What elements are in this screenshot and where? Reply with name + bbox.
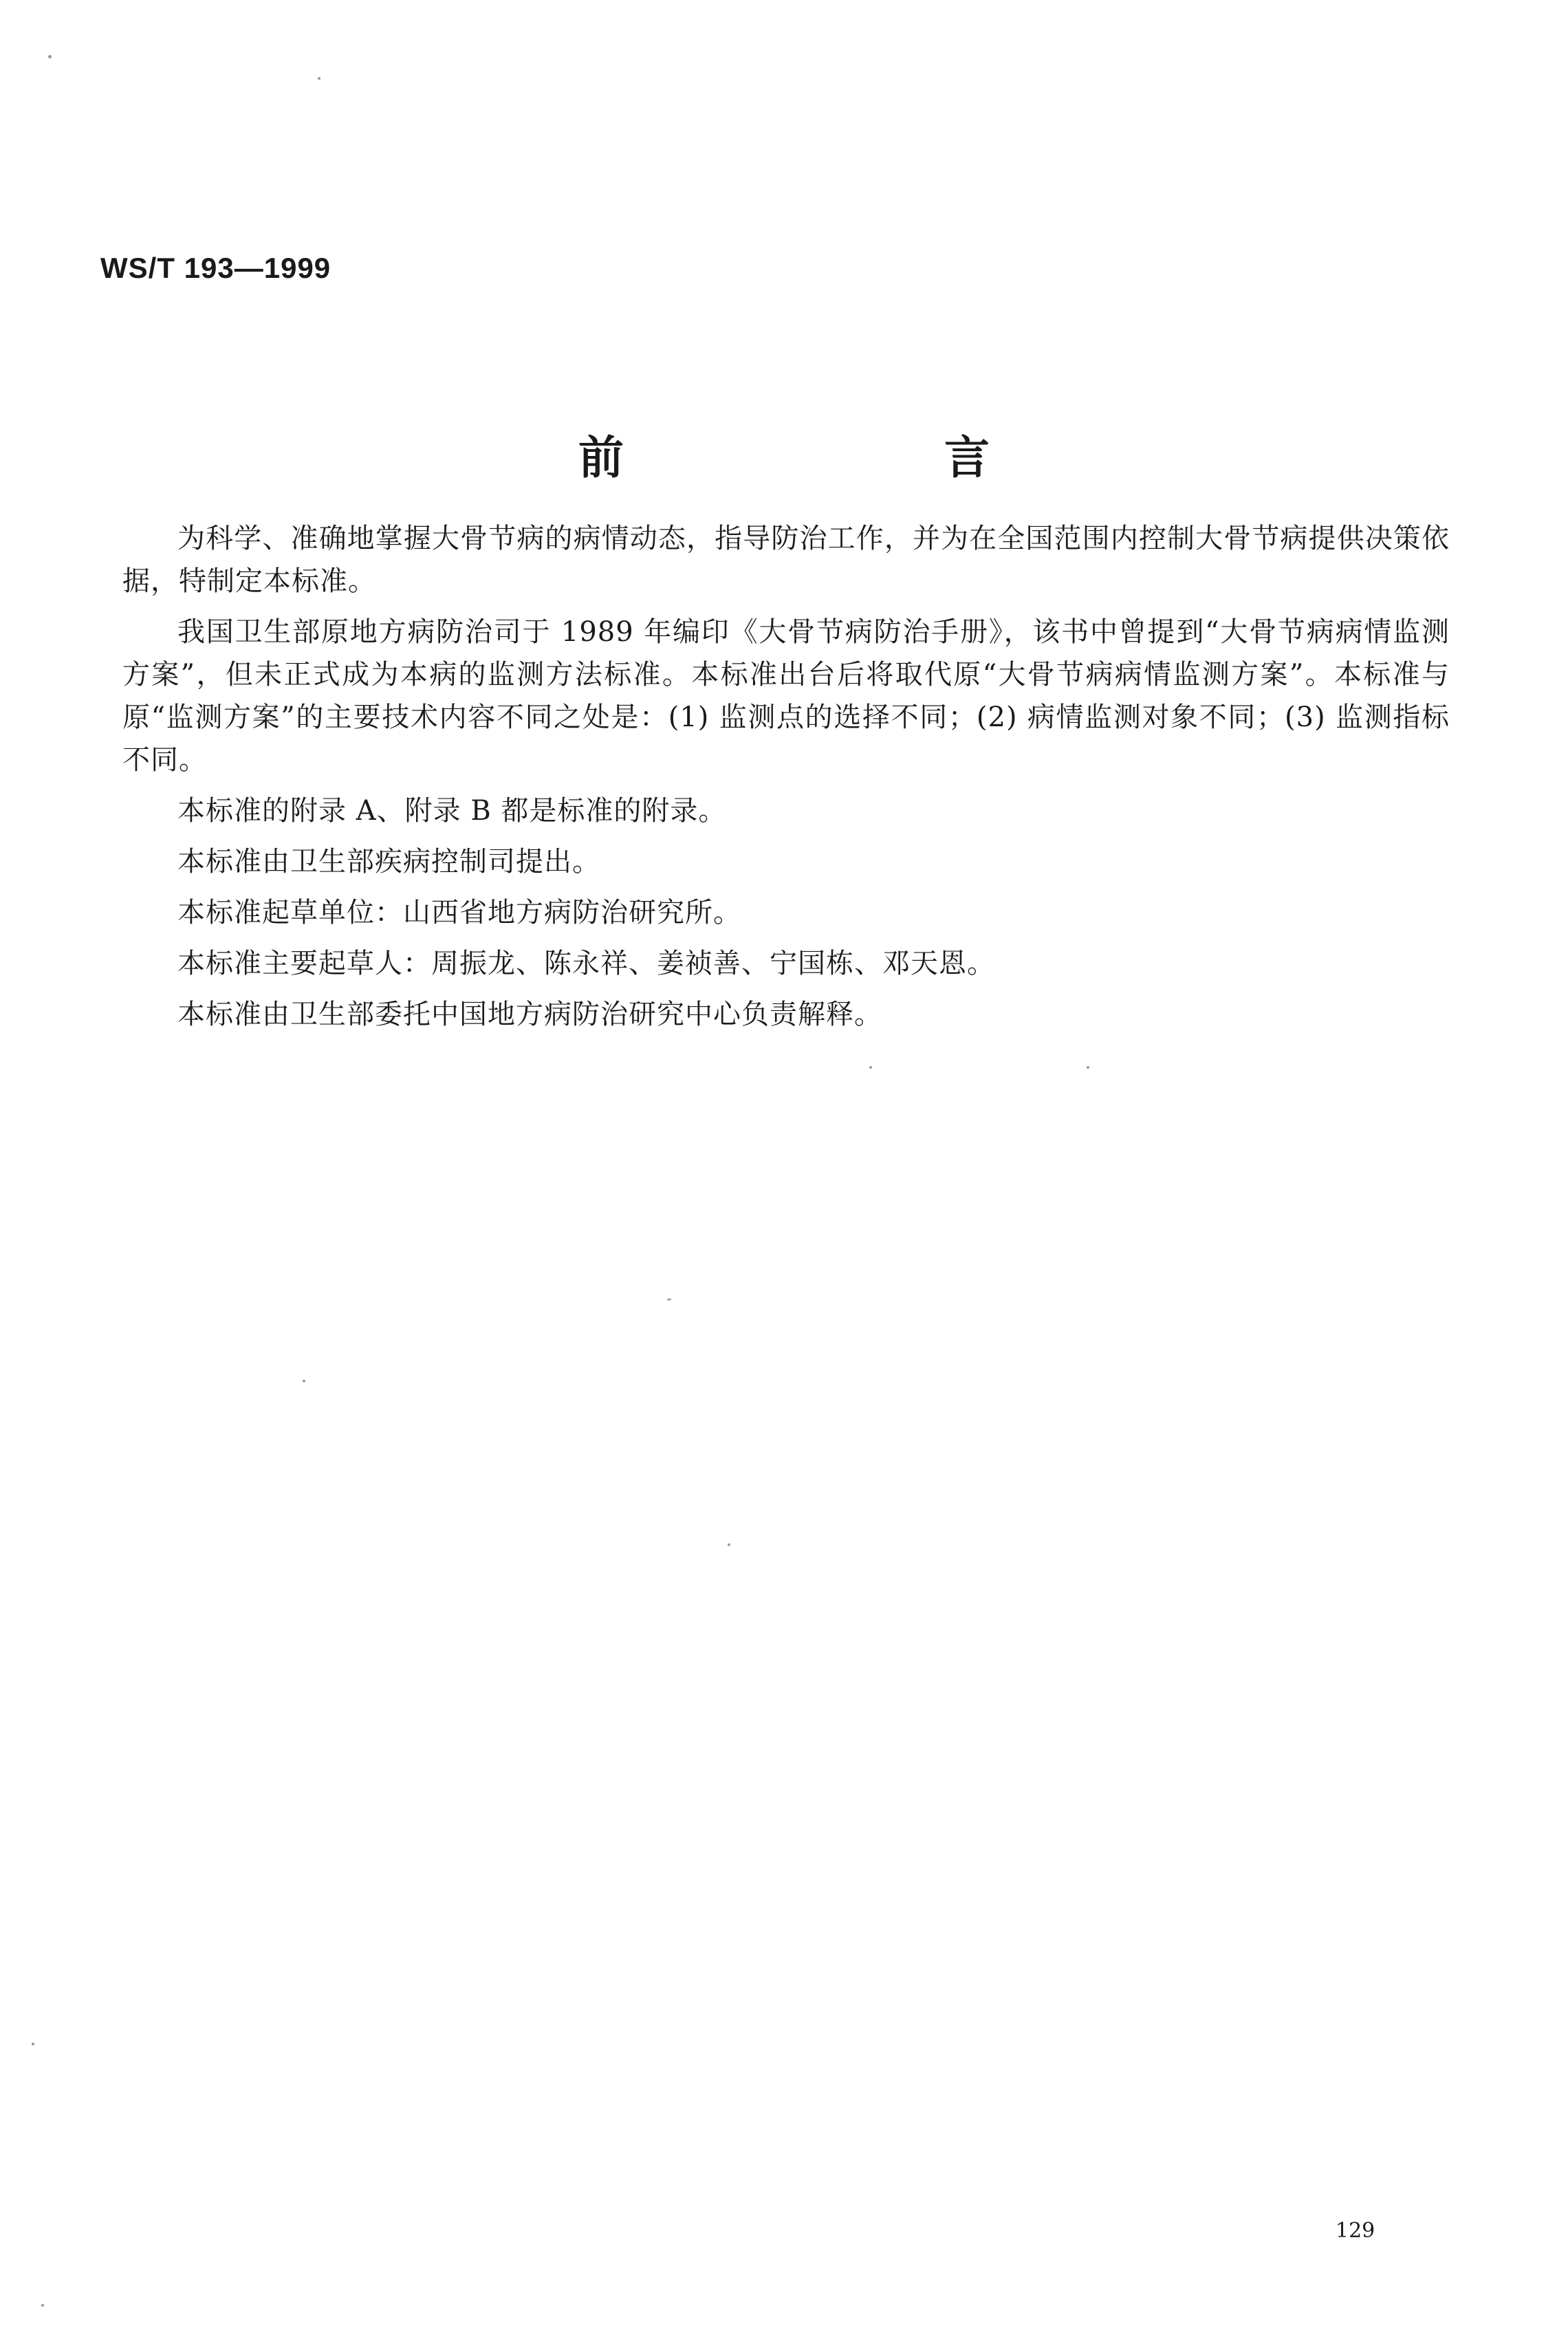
paragraph: 为科学、准确地掌握大骨节病的病情动态，指导防治工作，并为在全国范围内控制大骨节病提供决策依据，特制定本标准。 — [122, 523, 1450, 597]
scan-speck — [48, 55, 52, 58]
paragraph: 本标准主要起草人：周振龙、陈永祥、姜祯善、宁国栋、邓天恩。 — [177, 948, 995, 979]
scan-speck — [41, 2304, 44, 2307]
paragraph: 本标准的附录 A、附录 B 都是标准的附录。 — [177, 795, 727, 827]
scan-speck — [869, 1066, 872, 1069]
paragraph: 我国卫生部原地方病防治司于 1989 年编印《大骨节病防治手册》，该书中曾提到“大骨节病病情监测方案”，但未正式成为本病的监测方法标准。本标准出台后将取代原“大骨节病病情监测方案”。本标准与原“监测方案”的主要技术内容不同之处是：(1) 监测点的选择不同；(2) 病情监测对象不同；(3) 监测指标不同。 — [122, 616, 1450, 776]
scan-speck — [303, 1380, 305, 1382]
scan-speck — [1087, 1066, 1089, 1069]
paragraph: 本标准由卫生部疾病控制司提出。 — [177, 846, 600, 878]
page-title: 前 言 — [578, 431, 1127, 484]
paragraph: 本标准由卫生部委托中国地方病防治研究中心负责解释。 — [177, 999, 882, 1030]
scan-speck — [728, 1543, 730, 1546]
scan-speck — [667, 1298, 671, 1301]
scan-speck — [32, 2043, 34, 2045]
paragraph: 本标准起草单位：山西省地方病防治研究所。 — [177, 897, 741, 928]
page-number: 129 — [1336, 2219, 1375, 2243]
standard-code: WS/T 193—1999 — [100, 252, 331, 284]
foreword-body — [122, 517, 1450, 1044]
scan-speck — [318, 77, 320, 80]
